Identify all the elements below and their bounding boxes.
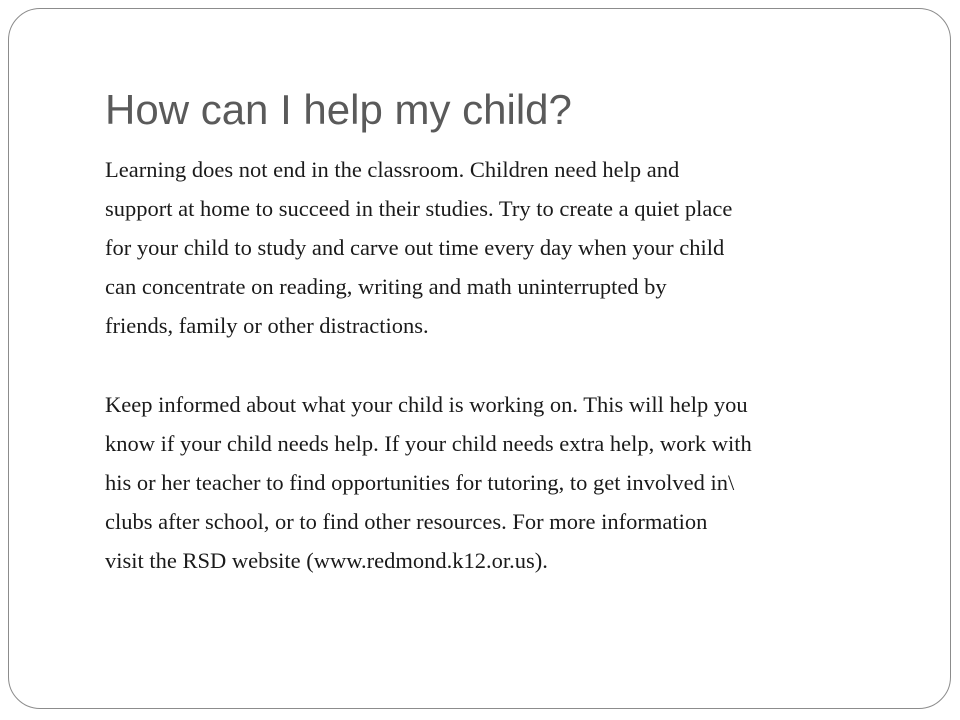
text-line: Learning does not end in the classroom. Children need help and bbox=[105, 157, 680, 182]
text-line: visit the RSD website (www.redmond.k12.or.us). bbox=[105, 548, 548, 573]
paragraph-keep-informed bbox=[105, 385, 905, 580]
paragraph-spacer bbox=[105, 345, 905, 385]
text-line: for your child to study and carve out time every day when your child bbox=[105, 235, 725, 260]
text-line: support at home to succeed in their studies. Try to create a quiet place bbox=[105, 196, 733, 221]
slide-title: How can I help my child? bbox=[105, 86, 572, 133]
text-line: his or her teacher to find opportunities for tutoring, to get involved in\ bbox=[105, 470, 735, 495]
paragraph-learning-at-home bbox=[105, 150, 905, 345]
text-line: clubs after school, or to find other resources. For more information bbox=[105, 509, 708, 534]
text-line: know if your child needs help. If your child needs extra help, work with bbox=[105, 431, 752, 456]
text-line: Keep informed about what your child is working on. This will help you bbox=[105, 392, 748, 417]
text-line: friends, family or other distractions. bbox=[105, 313, 429, 338]
text-line: can concentrate on reading, writing and math uninterrupted by bbox=[105, 274, 667, 299]
slide-body bbox=[105, 150, 905, 580]
